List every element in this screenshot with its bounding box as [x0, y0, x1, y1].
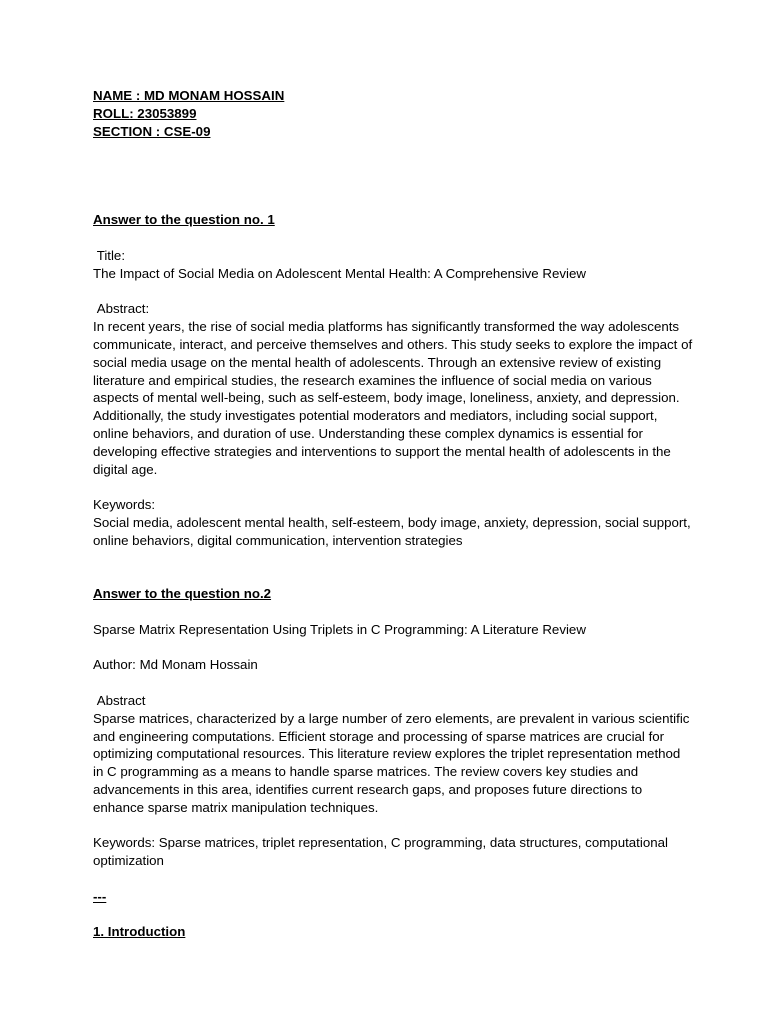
q2-heading: Answer to the question no.2 — [93, 586, 272, 602]
student-name: NAME : MD MONAM HOSSAIN — [93, 88, 285, 103]
q2-abstract-label: Abstract — [93, 692, 146, 708]
q2-abstract: Sparse matrices, characterized by a large number of zero elements, are prevalent in various scientific and engineering computations. Efficient storage and processing of sparse matrices are crucial for optimizing computational resources. This literature review explores the triplet representation method in C programming as a means to handle sparse matrices. The review covers key studies and advancements in this area, identifies current research gaps, and proposes future directions to enhance sparse matrix manipulation techniques. — [93, 710, 690, 815]
q1-title-label: Title: — [93, 247, 126, 263]
student-roll: ROLL: 23053899 — [93, 105, 197, 121]
q1-title: The Impact of Social Media on Adolescent Mental Health: A Comprehensive Review — [93, 265, 586, 281]
q1-keywords-label: Keywords: — [93, 497, 156, 513]
q1-heading: Answer to the question no. 1 — [93, 212, 275, 228]
q2-author: Author: Md Monam Hossain — [93, 657, 258, 673]
q1-abstract-label: Abstract: — [93, 301, 150, 317]
document-page — [93, 87, 693, 941]
introduction-heading: 1. Introduction — [93, 924, 186, 940]
q1-abstract: In recent years, the rise of social media platforms has significantly transformed the way adolescents communicate, interact, and perceive themselves and others. This study seeks to explore the impact of social media usage on the mental health of adolescents. Through an extensive review of existing literature and empirical studies, the research examines the influence of social media on various aspects of mental well-being, such as self-esteem, body image, loneliness, anxiety, and depression. Additionally, the study investigates potential moderators and mediators, including social support, online behaviors, and duration of use. Understanding these complex dynamics is essential for developing effective strategies and interventions to support the mental health of adolescents in the digital age. — [93, 319, 693, 477]
section-separator: --- — [93, 888, 107, 904]
q2-title: Sparse Matrix Representation Using Triplets in C Programming: A Literature Review — [93, 621, 586, 637]
q2-keywords: Keywords: Sparse matrices, triplet representation, C programming, data structures, computational optimization — [93, 835, 668, 869]
student-section: SECTION : CSE-09 — [93, 123, 211, 139]
q1-keywords: Social media, adolescent mental health, self-esteem, body image, anxiety, depression, social support, online behaviors, digital communication, intervention strategies — [93, 514, 691, 548]
